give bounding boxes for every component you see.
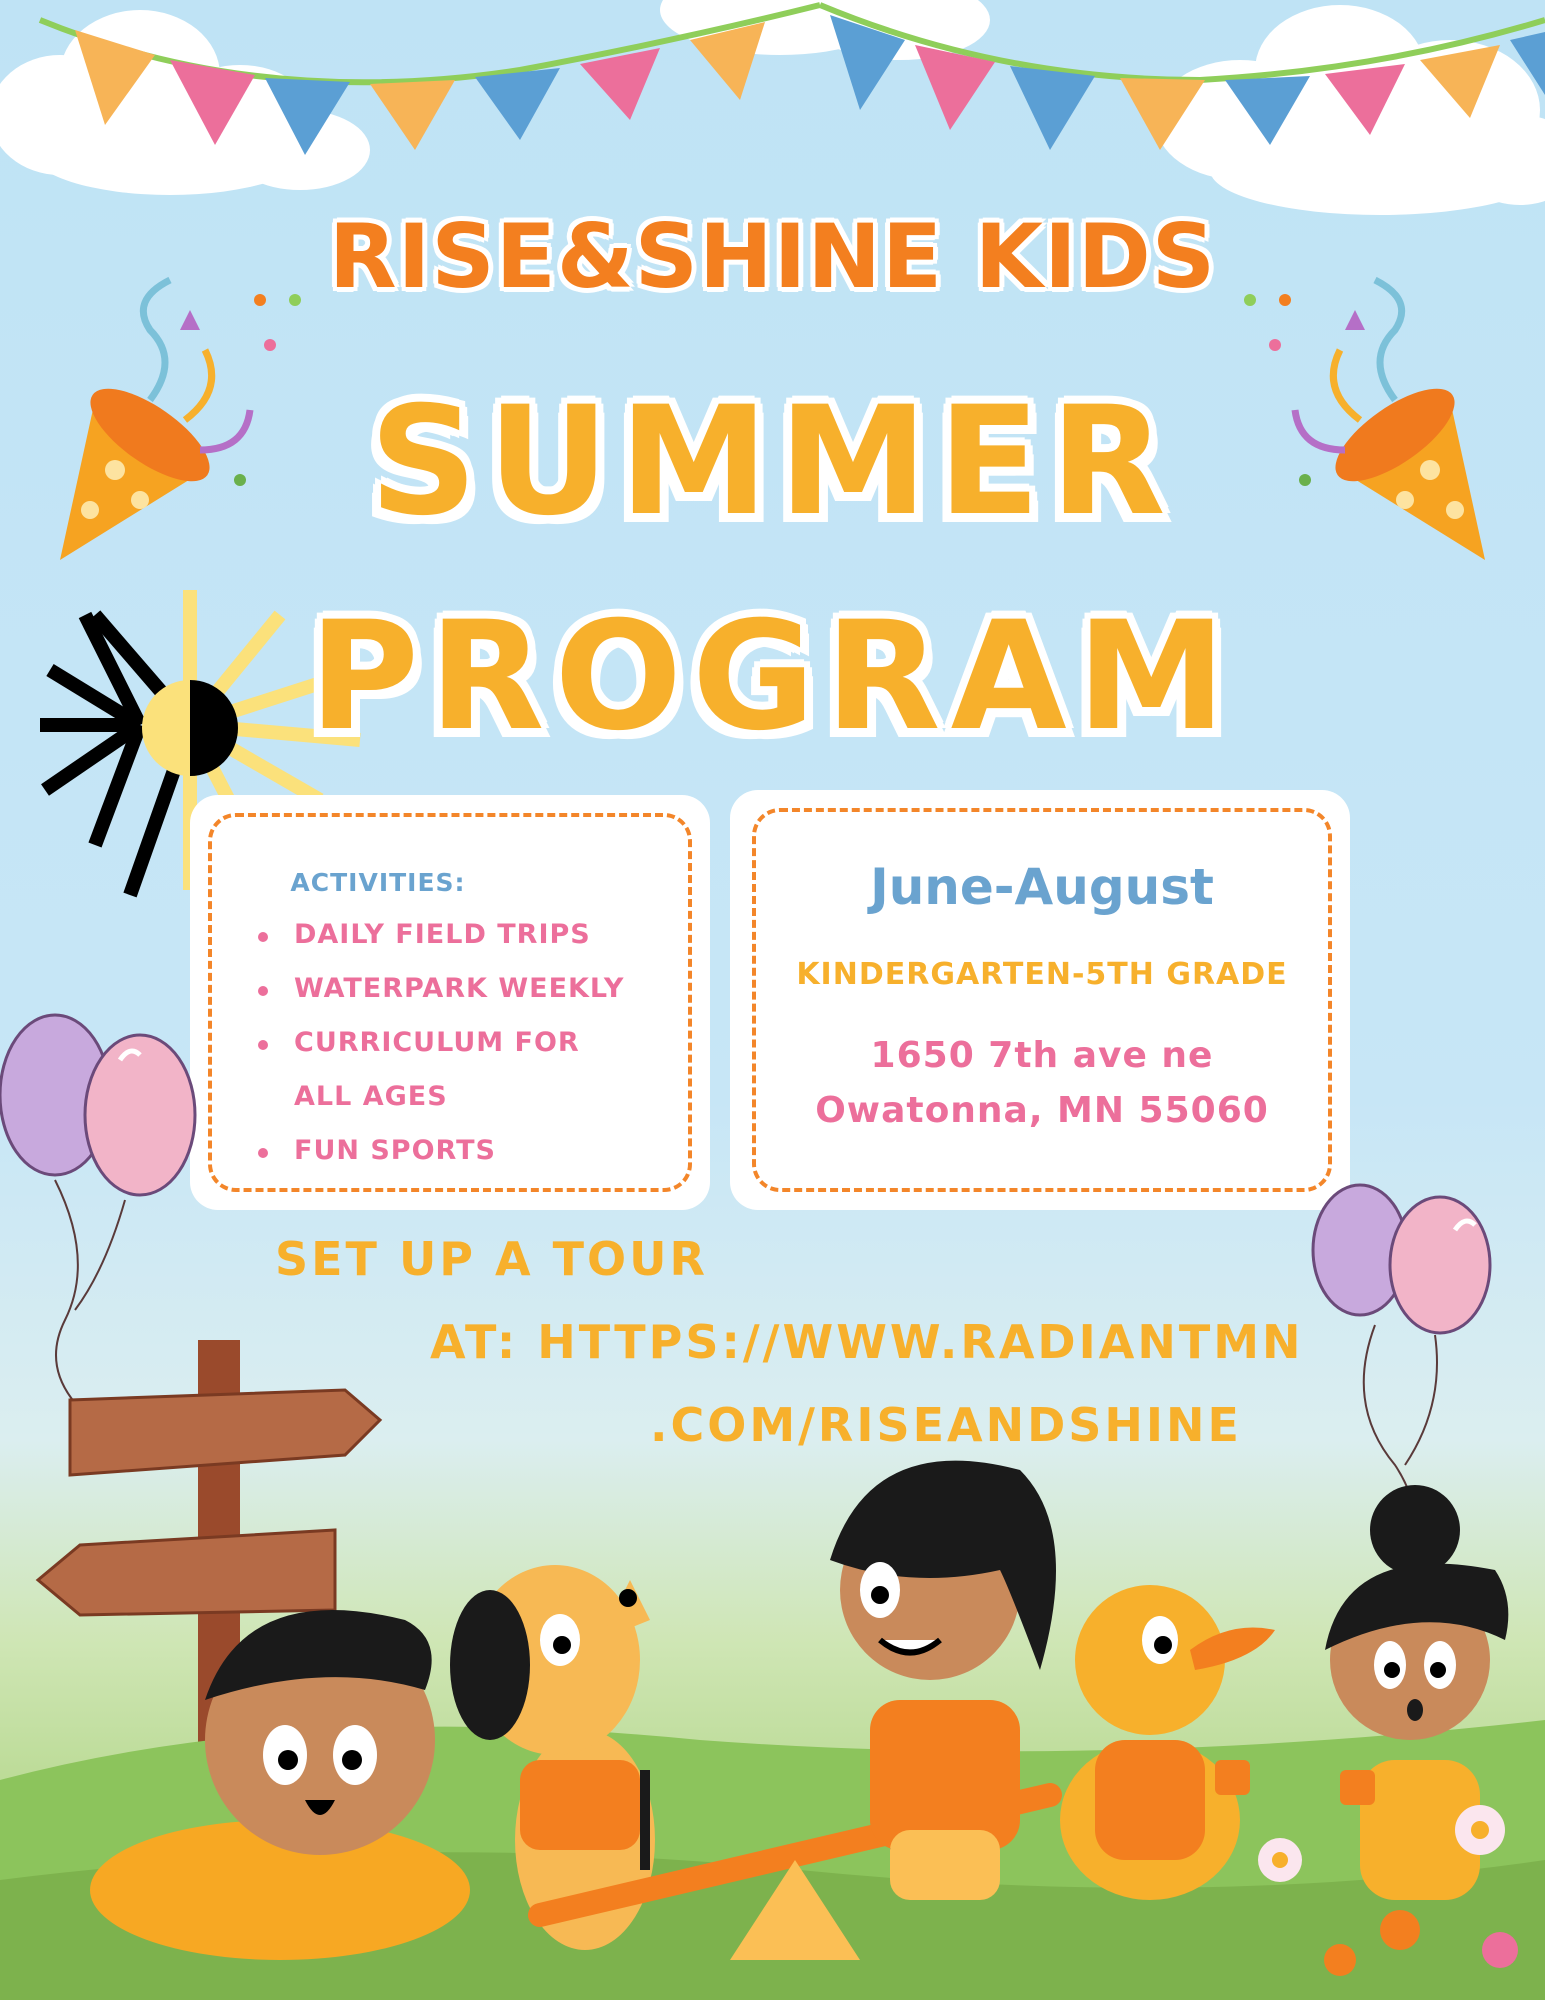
list-item: FUN SPORTS — [258, 1124, 658, 1178]
tour-url-line-2[interactable]: .COM/RISEANDSHINE — [650, 1398, 1242, 1452]
title-program: PROGRAM — [309, 590, 1236, 764]
list-item: DAILY FIELD TRIPS — [258, 908, 658, 962]
list-item: WATERPARK WEEKLY — [258, 962, 658, 1016]
address-line-2: Owatonna, MN 55060 — [815, 1090, 1269, 1131]
grade-range: KINDERGARTEN-5TH GRADE — [796, 957, 1288, 992]
activities-heading: ACTIVITIES: — [290, 868, 466, 897]
balloons-left — [0, 1015, 195, 1430]
list-item: CURRICULUM FOR ALL AGES — [258, 1016, 634, 1124]
org-name: RISE&SHINE KIDS — [328, 205, 1217, 308]
tour-url-line-1[interactable]: AT: HTTPS://WWW.RADIANTMN — [430, 1315, 1304, 1369]
program-dates: June-August — [870, 858, 1214, 916]
title-summer: SUMMER — [369, 375, 1176, 549]
tour-heading: SET UP A TOUR — [275, 1232, 708, 1286]
address-line-1: 1650 7th ave ne — [870, 1035, 1214, 1076]
